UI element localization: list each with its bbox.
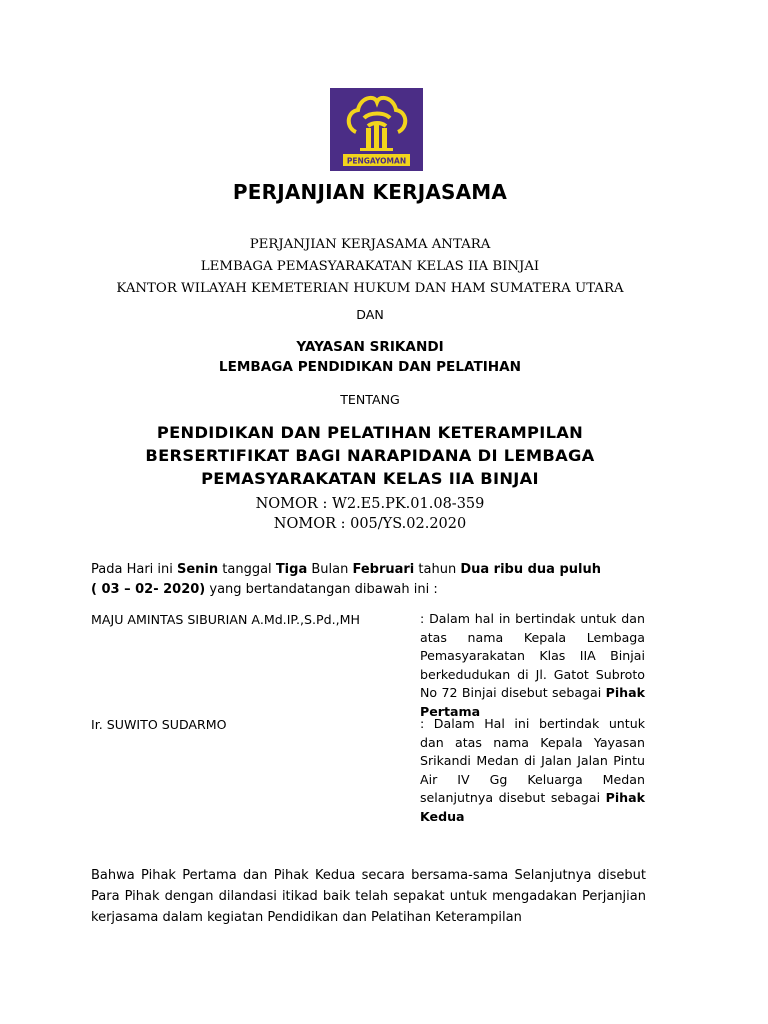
closing-paragraph: Bahwa Pihak Pertama dan Pihak Kedua secara bersama-sama Selanjutnya disebut Para Pihak dengan dilandasi itikad baik telah sepakat untuk mengadakan Perjanjian kerjasama dalam kegiatan Pendidikan dan Pelatihan Keterampilan [91, 868, 646, 925]
opening-day: Senin [177, 562, 219, 577]
nomor-block [0, 494, 740, 534]
opening-text-2: tanggal [218, 562, 276, 577]
party-2-name: Ir. SUWITO SUDARMO [91, 717, 227, 732]
nomor-line-1: NOMOR : W2.E5.PK.01.08-359 [255, 496, 485, 512]
document-title: PERJANJIAN KERJASAMA [232, 180, 508, 204]
party-1-description [420, 610, 645, 722]
yayasan-line-2: LEMBAGA PENDIDIKAN DAN PELATIHAN [218, 359, 522, 375]
opening-year: Dua ribu dua puluh [460, 562, 601, 577]
heading-line-3: KANTOR WILAYAH KEMETERIAN HUKUM DAN HAM SUMATERA UTARA [116, 281, 624, 296]
yayasan-block [0, 337, 740, 377]
party-1-name: MAJU AMINTAS SIBURIAN A.Md.IP.,S.Pd.,MH [91, 612, 360, 627]
opening-date: Tiga [275, 562, 308, 577]
opening-month: Februari [352, 562, 415, 577]
subject-line-2: BERSERTIFIKAT BAGI NARAPIDANA DI LEMBAGA [145, 446, 595, 465]
heading-line-1: PERJANJIAN KERJASAMA ANTARA [249, 237, 491, 252]
opening-text-4: tahun [414, 562, 461, 577]
nomor-line-2: NOMOR : 005/YS.02.2020 [273, 516, 467, 532]
party-1-role: Pihak Pertama [420, 685, 645, 719]
tentang-label: TENTANG [340, 392, 400, 407]
subject-line-1: PENDIDIKAN DAN PELATIHAN KETERAMPILAN [156, 423, 584, 442]
party-2-description [420, 715, 645, 827]
logo-text: PENGAYOMAN [346, 156, 407, 166]
dan-label: DAN [356, 307, 384, 322]
opening-text-5: yang bertandatangan dibawah ini : [205, 582, 438, 597]
party-2-role: Pihak Kedua [420, 790, 645, 824]
opening-numeric-date: ( 03 – 02- 2020) [91, 582, 206, 597]
yayasan-line-1: YAYASAN SRIKANDI [296, 339, 444, 355]
pengayoman-logo [330, 88, 423, 171]
heading-line-2: LEMBAGA PEMASYARAKATAN KELAS IIA BINJAI [200, 259, 540, 274]
party-1-description-text: : Dalam hal in bertindak untuk dan atas nama Kepala Lembaga Pemasyarakatan Klas IIA Binjai berkedudukan di Jl. Gatot Subroto No 72 Binjai disebut sebagai [420, 611, 645, 701]
opening-paragraph [91, 560, 646, 600]
pengayoman-emblem-icon [330, 88, 423, 171]
party-2-description-text: : Dalam Hal ini bertindak untuk dan atas nama Kepala Yayasan Srikandi Medan di Jalan Jalan Pintu Air IV Gg Keluarga Medan selanjutnya disebut sebagai [420, 716, 645, 806]
opening-text-1: Pada Hari ini [91, 562, 177, 577]
subject-line-3: PEMASYARAKATAN KELAS IIA BINJAI [201, 469, 539, 488]
subject-block [0, 421, 740, 490]
opening-text-3: Bulan [307, 562, 353, 577]
heading-block [0, 234, 740, 300]
